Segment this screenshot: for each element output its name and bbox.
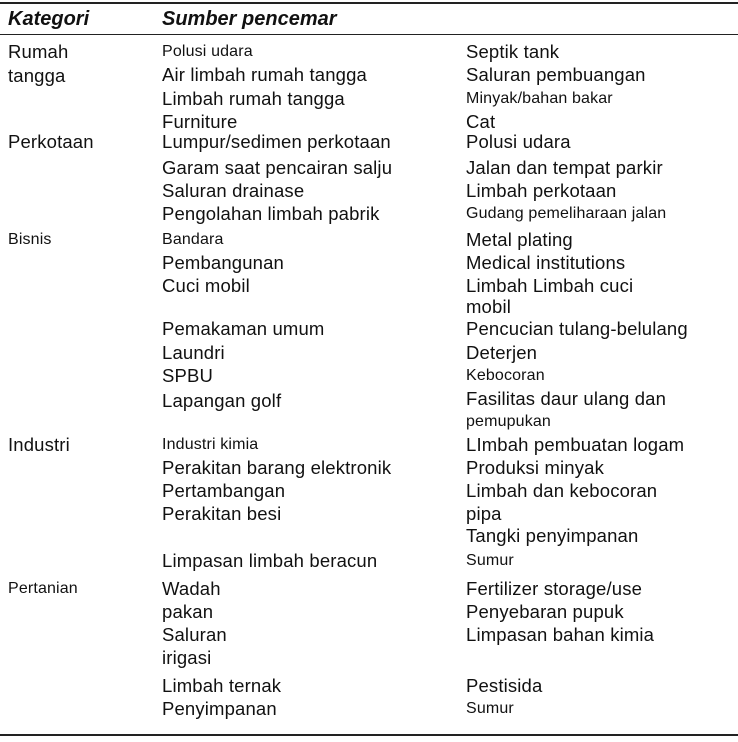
source-cell: Pembangunan (162, 252, 284, 273)
source-cell: pipa (466, 503, 502, 524)
source-cell: Pencucian tulang-belulang (466, 318, 688, 339)
source-cell: Septik tank (466, 41, 560, 62)
source-cell: Fasilitas daur ulang dan (466, 388, 667, 409)
source-cell: Sumur (466, 700, 514, 717)
source-cell: Fertilizer storage/use (466, 578, 643, 599)
source-cell: Industri kimia (162, 436, 259, 453)
source-cell: Medical institutions (466, 252, 626, 273)
source-cell: Perakitan besi (162, 503, 282, 524)
source-cell: Furniture (162, 111, 238, 132)
source-cell: Penyimpanan (162, 698, 277, 719)
source-cell: Sumur (466, 552, 514, 569)
source-cell: mobil (466, 296, 511, 317)
source-cell: Laundri (162, 342, 225, 363)
source-cell: Limbah rumah tangga (162, 88, 345, 109)
source-cell: Limbah perkotaan (466, 180, 617, 201)
source-cell: Lapangan golf (162, 390, 282, 411)
source-cell: Pemakaman umum (162, 318, 325, 339)
source-cell: Produksi minyak (466, 457, 604, 478)
source-cell: Saluran (162, 624, 227, 645)
source-cell: Deterjen (466, 342, 538, 363)
source-cell: Perakitan barang elektronik (162, 457, 392, 478)
source-cell: Polusi udara (466, 131, 571, 152)
source-cell: Minyak/bahan bakar (466, 90, 613, 107)
source-cell: Limbah ternak (162, 675, 282, 696)
source-cell: Garam saat pencairan salju (162, 157, 393, 178)
source-cell: Pengolahan limbah pabrik (162, 203, 380, 224)
source-cell: irigasi (162, 647, 212, 668)
source-cell: Limbah Limbah cuci (466, 275, 634, 296)
source-cell: Limpasan bahan kimia (466, 624, 655, 645)
source-cell: Penyebaran pupuk (466, 601, 624, 622)
table-header-rule (0, 34, 738, 35)
category-cell: Bisnis (8, 231, 52, 248)
table-bottom-rule (0, 734, 738, 736)
category-cell: tangga (8, 65, 66, 86)
source-cell: Bandara (162, 231, 224, 248)
category-cell: Rumah (8, 41, 69, 62)
source-cell: SPBU (162, 365, 213, 386)
header-sources: Sumber pencemar (162, 8, 337, 30)
source-cell: Limpasan limbah beracun (162, 550, 378, 571)
source-cell: Kebocoran (466, 367, 545, 384)
source-cell: Gudang pemeliharaan jalan (466, 205, 667, 222)
category-cell: Industri (8, 434, 70, 455)
source-cell: Cuci mobil (162, 275, 250, 296)
category-cell: Pertanian (8, 580, 78, 597)
source-cell: Limbah dan kebocoran (466, 480, 658, 501)
source-cell: Saluran pembuangan (466, 64, 646, 85)
source-cell: Pestisida (466, 675, 543, 696)
source-cell: Cat (466, 111, 496, 132)
source-cell: pemupukan (466, 413, 551, 430)
source-cell: LImbah pembuatan logam (466, 434, 685, 455)
source-cell: Lumpur/sedimen perkotaan (162, 131, 391, 152)
source-cell: Jalan dan tempat parkir (466, 157, 663, 178)
source-cell: Wadah (162, 578, 221, 599)
source-cell: Air limbah rumah tangga (162, 64, 367, 85)
table-top-rule (0, 2, 738, 4)
category-cell: Perkotaan (8, 131, 94, 152)
source-cell: pakan (162, 601, 214, 622)
source-cell: Tangki penyimpanan (466, 525, 639, 546)
source-cell: Pertambangan (162, 480, 286, 501)
source-cell: Saluran drainase (162, 180, 305, 201)
source-cell: Metal plating (466, 229, 573, 250)
header-category: Kategori (8, 8, 90, 30)
source-cell: Polusi udara (162, 43, 253, 60)
